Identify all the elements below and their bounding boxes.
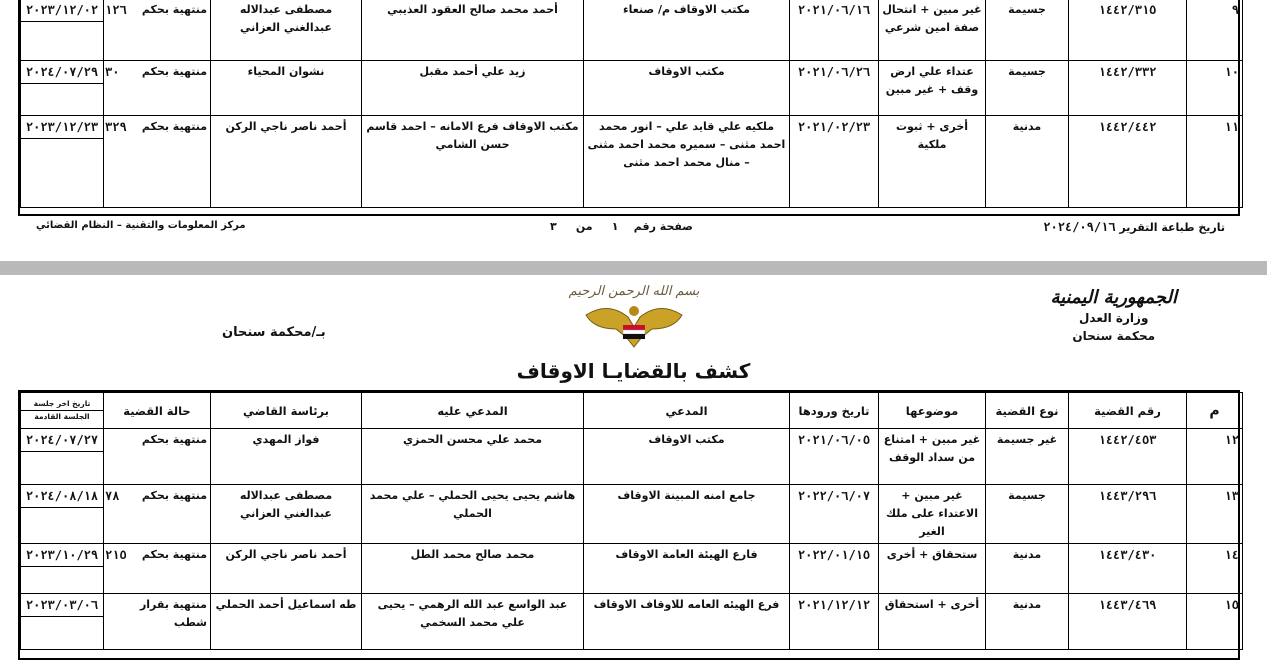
cell-status bbox=[104, 0, 211, 61]
cell-last-session bbox=[21, 544, 104, 594]
cell-judge: مصطفى عبدالاله عبدالغني العزاني bbox=[211, 0, 362, 61]
cell-m: ٩ bbox=[1187, 0, 1243, 61]
status-number bbox=[105, 596, 131, 632]
status-text: منتهية بحكم bbox=[141, 433, 207, 446]
cell-m: ١٣ bbox=[1187, 485, 1243, 544]
cell-case-type: مدنية bbox=[986, 116, 1069, 208]
last-session-date: ٢٠٢٤/٠٧/٢٧ bbox=[21, 429, 103, 452]
status-text: منتهية بحكم bbox=[141, 489, 207, 502]
cell-subject: غير مبين + الاعتداء على ملك الغير bbox=[879, 485, 986, 544]
cell-date-in: ٢٠٢١/٠٦/١٦ bbox=[790, 0, 879, 61]
cell-status bbox=[104, 116, 211, 208]
cell-status bbox=[104, 544, 211, 594]
last-session-date: ٢٠٢٣/١٢/٠٢ bbox=[21, 0, 103, 22]
cell-judge: مصطفى عبدالاله عبدالغني العزاني bbox=[211, 485, 362, 544]
cell-date-in: ٢٠٢١/٠٦/٢٦ bbox=[790, 61, 879, 116]
cell-m: ١٢ bbox=[1187, 429, 1243, 485]
cell-defendant: هاشم يحيى يحيى الحملي – علي محمد الحملي bbox=[362, 485, 584, 544]
status-text: منتهية بحكم bbox=[141, 3, 207, 16]
status-number: ١٢٦ bbox=[105, 3, 127, 17]
cell-judge: أحمد ناصر ناجي الركن bbox=[211, 544, 362, 594]
republic-name: الجمهورية اليمنية bbox=[1050, 287, 1177, 308]
cell-plaintiff: فرع الهيئه العامه للاوقاف الاوقاف bbox=[584, 594, 790, 650]
col-last-session: تاريخ اخر جلسة bbox=[21, 398, 103, 411]
cell-date-in: ٢٠٢١/١٢/١٢ bbox=[790, 594, 879, 650]
cell-case-no: ١٤٤٢/٤٤٢ bbox=[1069, 116, 1187, 208]
cell-defendant: زيد علي أحمد مقبل bbox=[362, 61, 584, 116]
cell-date-in: ٢٠٢١/٠٦/٠٥ bbox=[790, 429, 879, 485]
cell-case-type: غير جسيمة bbox=[986, 429, 1069, 485]
cell-subject: أخرى + ثبوت ملكية bbox=[879, 116, 986, 208]
status-text: منتهية بحكم bbox=[141, 548, 207, 561]
cell-defendant: محمد علي محسن الحمزي bbox=[362, 429, 584, 485]
cell-case-no: ١٤٤٣/٤٣٠ bbox=[1069, 544, 1187, 594]
cell-defendant: مكتب الاوقاف فرع الامانه – احمد قاسم حسن الشامي bbox=[362, 116, 584, 208]
cell-case-no: ١٤٤٢/٣١٥ bbox=[1069, 0, 1187, 61]
status-number bbox=[105, 431, 131, 449]
cell-status bbox=[104, 429, 211, 485]
cell-last-session bbox=[21, 485, 104, 544]
col-subject: موضوعها bbox=[879, 393, 986, 429]
status-text: منتهية بحكم bbox=[141, 65, 207, 78]
cases-table-frame-1 bbox=[18, 0, 1240, 216]
cell-last-session bbox=[21, 594, 104, 650]
status-number: ٢١٥ bbox=[105, 548, 127, 562]
table-row bbox=[21, 61, 1243, 116]
cell-plaintiff: مكتب الاوقاف م/ صنعاء bbox=[584, 0, 790, 61]
last-session-date: ٢٠٢٣/١٠/٢٩ bbox=[21, 544, 103, 567]
cell-case-type: مدنية bbox=[986, 544, 1069, 594]
cell-last-session bbox=[21, 0, 104, 61]
cell-plaintiff: مكتب الاوقاف bbox=[584, 429, 790, 485]
cell-last-session bbox=[21, 116, 104, 208]
cell-subject: ستحقاق + أخرى bbox=[879, 544, 986, 594]
ministry-name: وزارة العدل bbox=[1079, 311, 1149, 325]
cell-case-no: ١٤٤٢/٤٥٣ bbox=[1069, 429, 1187, 485]
table-row bbox=[21, 485, 1243, 544]
cell-case-no: ١٤٤٣/٢٩٦ bbox=[1069, 485, 1187, 544]
cell-date-in: ٢٠٢٢/٠١/١٥ bbox=[790, 544, 879, 594]
status-number: ٣٠ bbox=[105, 65, 120, 79]
page-separator bbox=[0, 261, 1267, 275]
col-m: م bbox=[1187, 393, 1243, 429]
cell-subject: غير مبين + امتناع من سداد الوقف bbox=[879, 429, 986, 485]
cell-case-type: جسيمة bbox=[986, 0, 1069, 61]
table-row bbox=[21, 116, 1243, 208]
last-session-date: ٢٠٢٤/٠٨/١٨ bbox=[21, 485, 103, 508]
cell-m: ١١ bbox=[1187, 116, 1243, 208]
cell-defendant: أحمد محمد صالح العقود العذيبي bbox=[362, 0, 584, 61]
cell-m: ١٥ bbox=[1187, 594, 1243, 650]
table-row bbox=[21, 429, 1243, 485]
col-defendant: المدعي عليه bbox=[362, 393, 584, 429]
cell-case-type: جسيمة bbox=[986, 485, 1069, 544]
cell-judge: طه اسماعيل أحمد الحملي bbox=[211, 594, 362, 650]
table-row bbox=[21, 594, 1243, 650]
cell-plaintiff: فارع الهيئة العامة الاوقاف bbox=[584, 544, 790, 594]
table-row bbox=[21, 544, 1243, 594]
yemen-emblem-icon bbox=[568, 281, 700, 357]
cases-table-1 bbox=[20, 0, 1243, 208]
last-session-date: ٢٠٢٣/٠٣/٠٦ bbox=[21, 594, 103, 617]
cell-defendant: عبد الواسع عبد الله الرهمي – يحيى علي محمد السخمي bbox=[362, 594, 584, 650]
cell-plaintiff: ملكيه علي قايد علي – انور محمد احمد مثنى – سميره محمد احمد مثنى – منال محمد احمد مثنى bbox=[584, 116, 790, 208]
cell-plaintiff: جامع امنه المبينة الاوقاف bbox=[584, 485, 790, 544]
col-plaintiff: المدعي bbox=[584, 393, 790, 429]
cell-judge: فواز المهدي bbox=[211, 429, 362, 485]
report-title: كشف بالقضايـا الاوقاف bbox=[516, 359, 751, 383]
cell-judge: أحمد ناصر ناجي الركن bbox=[211, 116, 362, 208]
last-session-date: ٢٠٢٣/١٢/٢٣ bbox=[21, 116, 103, 139]
cell-m: ١٤ bbox=[1187, 544, 1243, 594]
cell-subject: عتداء علي ارض وقف + غير مبين bbox=[879, 61, 986, 116]
cell-case-type: مدنية bbox=[986, 594, 1069, 650]
report-page-2 bbox=[0, 275, 1267, 650]
cell-status bbox=[104, 594, 211, 650]
col-case-no: رقم القضية bbox=[1069, 393, 1187, 429]
page-number: صفحة رقم ١ من ٣ bbox=[550, 220, 693, 233]
cell-last-session bbox=[21, 429, 104, 485]
status-text: منتهية بقرار شطب bbox=[139, 598, 207, 629]
table-row bbox=[21, 0, 1243, 61]
status-number: ٣٢٩ bbox=[105, 120, 127, 134]
col-case-type: نوع القضية bbox=[986, 393, 1069, 429]
cell-subject: غير مبين + انتحال صفة امين شرعي bbox=[879, 0, 986, 61]
col-judge: برئاسة القاضي bbox=[211, 393, 362, 429]
status-number: ٧٨ bbox=[105, 489, 120, 503]
cell-judge: نشوان المحياء bbox=[211, 61, 362, 116]
court-name: محكمة سنحان bbox=[1072, 329, 1156, 343]
table-header-row bbox=[21, 393, 1243, 429]
cell-status bbox=[104, 61, 211, 116]
print-date: تاريخ طباعة التقرير ٢٠٢٤/٠٩/١٦ bbox=[1043, 220, 1225, 234]
last-session-date: ٢٠٢٤/٠٧/٢٩ bbox=[21, 61, 103, 84]
cell-case-no: ١٤٤٣/٤٦٩ bbox=[1069, 594, 1187, 650]
cell-date-in: ٢٠٢٢/٠٦/٠٧ bbox=[790, 485, 879, 544]
cell-plaintiff: مكتب الاوقاف bbox=[584, 61, 790, 116]
report-page-1 bbox=[0, 0, 1267, 261]
cell-last-session bbox=[21, 61, 104, 116]
cell-case-type: جسيمة bbox=[986, 61, 1069, 116]
cell-date-in: ٢٠٢١/٠٢/٢٣ bbox=[790, 116, 879, 208]
col-status: حالة القضية bbox=[104, 393, 211, 429]
letterhead bbox=[1050, 287, 1177, 345]
center-label: مركز المعلومات والتقنية – النظام القضائي bbox=[36, 220, 246, 231]
cases-table-frame-2 bbox=[18, 390, 1240, 660]
cell-case-no: ١٤٤٢/٣٣٢ bbox=[1069, 61, 1187, 116]
cell-m: ١٠ bbox=[1187, 61, 1243, 116]
basmala: بسم الله الرحمن الرحيم bbox=[568, 284, 700, 299]
cell-defendant: محمد صالح محمد الطل bbox=[362, 544, 584, 594]
cell-subject: أخرى + استحقاق bbox=[879, 594, 986, 650]
status-text: منتهية بحكم bbox=[141, 120, 207, 133]
cases-table-2 bbox=[20, 392, 1243, 650]
col-next-session: الجلسة القادمة bbox=[34, 412, 90, 421]
cell-status bbox=[104, 485, 211, 544]
addressee-court: بـ/محكمة سنحان bbox=[222, 325, 326, 340]
col-sessions bbox=[21, 393, 104, 429]
col-date-in: تاريخ ورودها bbox=[790, 393, 879, 429]
